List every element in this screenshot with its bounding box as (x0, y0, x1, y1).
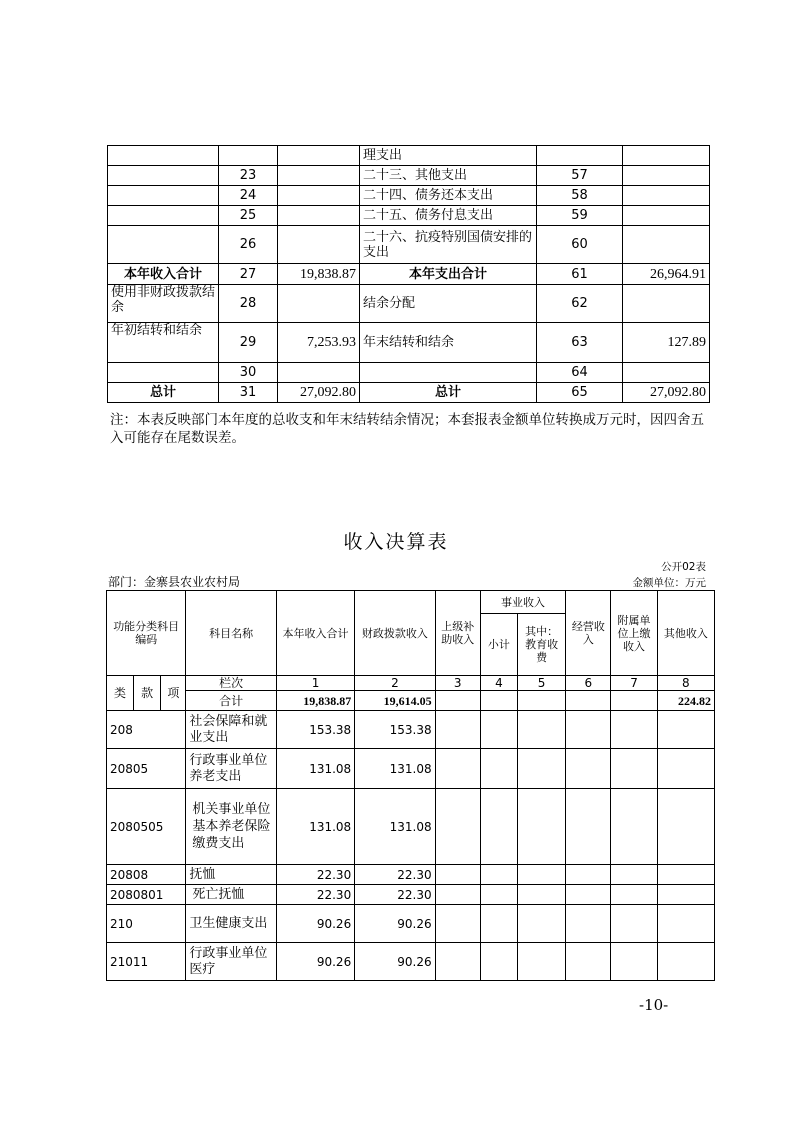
column-number-row: 类 款 项 栏次 1 2 3 4 5 6 7 8 (107, 676, 715, 691)
table-row: 本年收入合计 27 19,838.87 本年支出合计 61 26,964.91 (108, 264, 710, 285)
total-row: 合计 19,838.87 19,614.05 224.82 (107, 691, 715, 711)
table-row: 年初结转和结余 29 7,253.93 年末结转和结余 63 127.89 (108, 323, 710, 363)
summary-table-continued (107, 145, 710, 403)
table-row: 2080801 死亡抚恤 22.30 22.30 (107, 885, 715, 905)
table-row: 20805 行政事业单位养老支出 131.08 131.08 (107, 749, 715, 789)
page-title: 收入决算表 (343, 531, 449, 553)
table-row: 26 二十六、抗疫特别国债安排的支出 60 (108, 226, 710, 264)
income-table (106, 590, 715, 981)
table-row: 2080505 机关事业单位基本养老保险缴费支出 131.08 131.08 (107, 789, 715, 865)
header-row: 小计 其中：教育收费 (107, 614, 715, 634)
table-row: 210 卫生健康支出 90.26 90.26 (107, 905, 715, 943)
table-row: 23 二十三、其他支出 57 (108, 166, 710, 186)
table-row: 24 二十四、债务还本支出 58 (108, 186, 710, 206)
form-number: 公开02表 (661, 561, 706, 573)
table-note: 注：本表反映部门本年度的总收支和年末结转结余情况；本套报表金额单位转换成万元时，因四舍五入可能存在尾数误差。 (110, 412, 704, 446)
department-label: 部门：金寨县农业农村局 (108, 575, 241, 589)
table-row: 总计 31 27,092.80 总计 65 27,092.80 (108, 383, 710, 403)
table-row: 20808 抚恤 22.30 22.30 (107, 865, 715, 885)
table-row: 30 64 (108, 363, 710, 383)
header-row: 功能分类科目编码 科目名称 本年收入合计 财政拨款收入 上级补助收入 事业收入 经营收入 附属单位上缴收入 其他收入 (107, 591, 715, 614)
table-row: 使用非财政拨款结余 28 结余分配 62 (108, 285, 710, 323)
table-row: 208 社会保障和就业支出 153.38 153.38 (107, 711, 715, 749)
unit-label: 金额单位：万元 (632, 577, 706, 589)
table-row: 理支出 (108, 146, 710, 166)
table-row: 25 二十五、债务付息支出 59 (108, 206, 710, 226)
page-number: -10- (639, 996, 669, 1014)
table-row: 21011 行政事业单位医疗 90.26 90.26 (107, 943, 715, 981)
